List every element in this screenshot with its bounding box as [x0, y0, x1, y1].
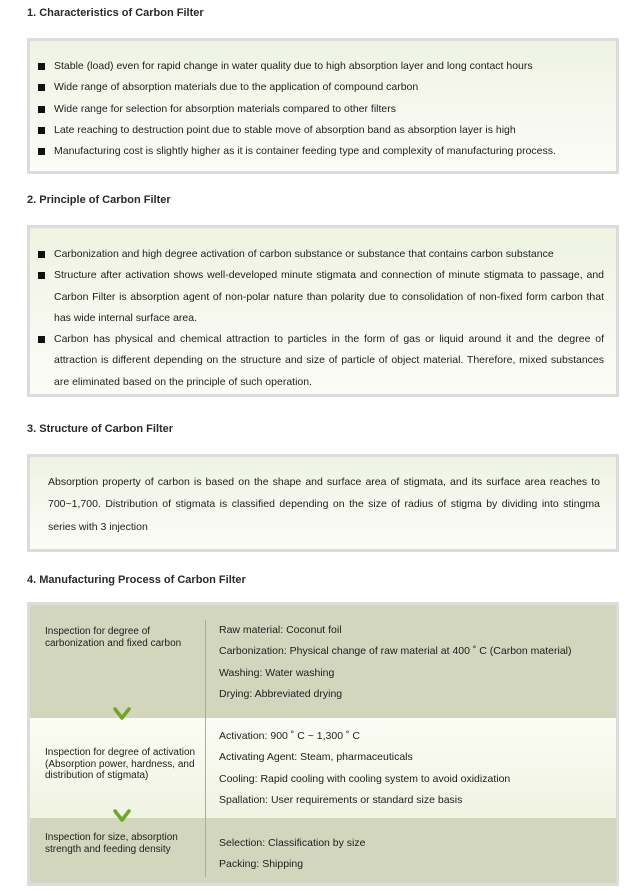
inspection-step-1: Inspection for degree of carbonization and fixed carbon	[45, 626, 182, 649]
section-4-heading: 4. Manufacturing Process of Carbon Filter	[27, 574, 246, 586]
characteristics-box	[27, 38, 619, 174]
list-item: Wide range for selection for absorption materials compared to other filters	[30, 99, 616, 120]
detail-item: Carbonization: Physical change of raw material at 400 ˚ C (Carbon material)	[219, 645, 572, 658]
principle-list	[30, 244, 612, 393]
square-bullet-icon	[38, 84, 45, 91]
detail-item: Raw material: Coconut foil	[219, 624, 342, 636]
process-step-2-details	[219, 726, 510, 811]
detail-item: Spallation: User requirements or standard size basis	[219, 793, 463, 806]
square-bullet-icon	[38, 106, 45, 113]
list-item: Stable (load) even for rapid change in water quality due to high absorption layer and long contact hours	[30, 56, 616, 77]
down-arrow-icon	[112, 805, 132, 825]
structure-text: Absorption property of carbon is based on the shape and surface area of stigmata, and its surface area reaches to 700~1,700. Distribution of stigmata is classified depending on the size of radius of stigma by dividing into stingma series with 3 injection	[48, 476, 600, 533]
list-item: Carbon has physical and chemical attraction to particles in the form of gas or liquid around it and the degree of attraction is different depending on the structure and size of particle of object material. Therefore, mixed substances are eliminated based on the principle of such operation.	[30, 329, 612, 393]
inspection-step-2: Inspection for degree of activation (Absorption power, hardness, and distribution of stigmata)	[45, 747, 196, 781]
square-bullet-icon	[38, 127, 45, 134]
detail-item: Packing: Shipping	[219, 858, 304, 871]
section-2-heading: 2. Principle of Carbon Filter	[27, 194, 171, 206]
column-divider	[205, 620, 206, 877]
square-bullet-icon	[38, 272, 45, 279]
detail-item: Activation: 900 ˚ C ~ 1,300 ˚ C	[219, 730, 360, 742]
detail-item: Drying: Abbreviated drying	[219, 687, 343, 700]
square-bullet-icon	[38, 63, 45, 70]
principle-box	[27, 225, 619, 397]
list-item: Structure after activation shows well-developed minute stigmata and connection of minute stigmata to passage, and Carbon Filter is absorption agent of non-polar nature than polarity due to consolidation of non-fixed form carbon that has wide internal surface area.	[30, 265, 612, 329]
square-bullet-icon	[38, 336, 45, 343]
list-item: Late reaching to destruction point due to stable move of absorption band as absorption layer is high	[30, 120, 616, 141]
section-3-heading: 3. Structure of Carbon Filter	[27, 423, 174, 435]
process-step-1-details	[219, 620, 572, 705]
list-item: Manufacturing cost is slightly higher as it is container feeding type and complexity of manufacturing process.	[30, 141, 616, 162]
detail-item: Activating Agent: Steam, pharmaceuticals	[219, 751, 413, 764]
structure-box	[27, 454, 619, 552]
detail-item: Selection: Classification by size	[219, 837, 366, 849]
square-bullet-icon	[38, 148, 45, 155]
manufacturing-process-diagram	[27, 602, 619, 886]
list-item: Wide range of absorption materials due to the application of compound carbon	[30, 77, 616, 98]
process-step-3-details	[219, 833, 365, 876]
section-1-heading: 1. Characteristics of Carbon Filter	[27, 7, 204, 19]
detail-item: Cooling: Rapid cooling with cooling system to avoid oxidization	[219, 772, 511, 785]
characteristics-list	[30, 56, 616, 162]
list-item: Carbonization and high degree activation of carbon substance or substance that contains carbon substance	[30, 244, 612, 265]
square-bullet-icon	[38, 251, 45, 258]
down-arrow-icon	[112, 703, 132, 723]
detail-item: Washing: Water washing	[219, 666, 335, 679]
inspection-step-3: Inspection for size, absorption strength and feeding density	[45, 832, 178, 855]
